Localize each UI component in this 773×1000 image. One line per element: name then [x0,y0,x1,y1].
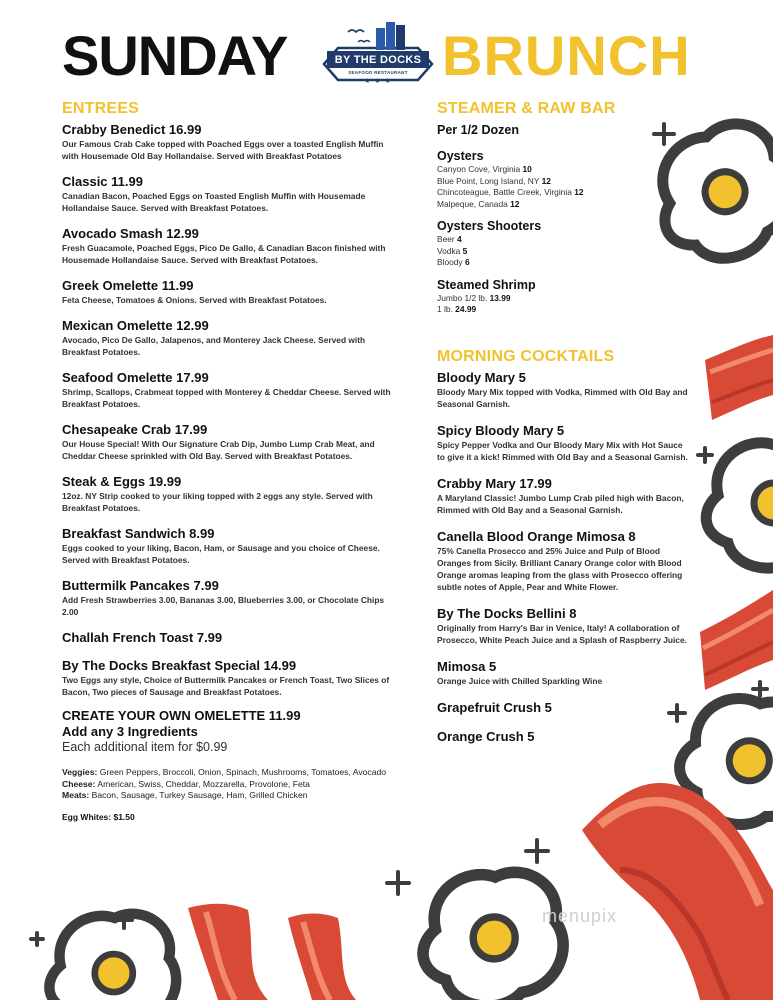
cocktail-item-name: Bloody Mary 5 [437,369,526,385]
bacon-illustration [700,590,773,690]
cocktail-item [437,423,692,463]
entree-item-name: Buttermilk Pancakes 7.99 [62,578,219,593]
raw-bar-line: Chincoteague, Battle Creek, Virginia 12 [437,187,584,197]
entree-item-description: Feta Cheese, Tomatoes & Onions. Served with Breakfast Potatoes. [62,295,327,305]
entree-item-name: Greek Omelette 11.99 [62,278,194,293]
menu-header [0,14,773,94]
entree-item [62,630,397,646]
cocktails-section-title: MORNING COCKTAILS [437,347,615,365]
entree-item [62,226,397,266]
egg-illustration [49,914,176,1000]
raw-bar-group-name: Steamed Shrimp [437,277,536,292]
entree-item-name: Breakfast Sandwich 8.99 [62,526,215,541]
entree-item [62,318,397,358]
entree-item [62,526,397,566]
bacon-illustration [705,335,773,420]
entree-item-description: Two Eggs any style, Choice of Buttermilk Pancakes or French Toast, Two Slices of Bacon, Two pieces of Sausage and Breakfast Potatoes. [62,675,390,697]
raw-bar-line: Blue Point, Long Island, NY 12 [437,175,551,186]
entrees-list [62,122,397,698]
cocktail-item-description: Originally from Harry's Bar in Venice, Italy! A collaboration of Prosecco, White Peach Juice and a Splash of Raspberry Juice. [437,622,687,645]
raw-bar-group-name: Oysters [437,149,484,163]
egg-whites-price: Egg Whites: $1.50 [62,811,135,822]
logo-stars: ★ ★ ★ [364,78,392,85]
cocktail-item-name: Crabby Mary 17.99 [437,475,552,491]
raw-bar-group [437,218,692,269]
raw-bar-list [437,148,692,316]
bacon-illustration [288,914,356,1000]
entree-item-name: Mexican Omelette 12.99 [62,318,209,333]
entree-item-description: Shrimp, Scallops, Crabmeat topped with Monterey & Cheddar Cheese. Served with Breakfast Potatoes. [62,387,391,409]
entree-item-name: Challah French Toast 7.99 [62,630,223,645]
entree-item-description: Our Famous Crab Cake topped with Poached Eggs over a toasted English Muffin with Housemade Old Bay Hollandaise. Served with Breakfast Potatoes [62,139,384,161]
cocktails-list [437,370,692,745]
raw-bar-subtitle: Per 1/2 Dozen [437,123,519,137]
entree-item-description: Avocado, Pico De Gallo, Jalapenos, and Monterey Jack Cheese. Served with Breakfast Potatoes. [62,335,366,357]
cocktail-item-description: Orange Juice with Chilled Sparkling Wine [437,675,603,686]
entree-item-name: By The Docks Breakfast Special 14.99 [62,658,297,673]
cocktail-item-name: By The Docks Bellini 8 [437,605,577,621]
create-omelette-line2: Each additional item for $0.99 [62,740,228,754]
raw-bar-section-title: STEAMER & RAW BAR [437,100,616,117]
cocktail-item [437,729,692,745]
entree-item [62,658,397,698]
ingredients-meats: Meats: Bacon, Sausage, Turkey Sausage, Ham, Grilled Chicken [62,790,308,800]
egg-illustration [423,872,563,1000]
entree-item-description: Our House Special! With Our Signature Crab Dip, Jumbo Lump Crab Meat, and Cheddar Cheese sprinkled with Old Bay. Served with Breakfast Potatoes. [62,439,375,461]
drinks-column [437,100,692,758]
raw-bar-group-name: Oysters Shooters [437,219,542,233]
entree-item-name: Classic 11.99 [62,174,143,189]
raw-bar-line: Malpeque, Canada 12 [437,198,520,209]
cocktail-item [437,476,692,516]
create-omelette [62,708,397,822]
cocktail-item-description: Spicy Pepper Vodka and Our Bloody Mary Mix with Hot Sauce to give it a kick! Rimmed with Old Bay and a Seasonal Garnish. [437,439,688,462]
entree-item-description: Eggs cooked to your liking, Bacon, Ham, or Sausage and you choice of Cheese. Served with Breakfast Potatoes. [62,543,380,565]
entree-item-description: Canadian Bacon, Poached Eggs on Toasted English Muffin with Housemade Hollandaise Sauce. Served with Breakfast Potatoes. [62,191,366,213]
entree-item [62,422,397,462]
cocktail-item [437,529,692,593]
bacon-illustration [188,904,268,1000]
entree-item [62,174,397,214]
cocktail-item-name: Orange Crush 5 [437,728,535,744]
cocktail-item [437,659,692,687]
ingredients-veggies: Veggies: Green Peppers, Broccoli, Onion, Spinach, Mushrooms, Tomatoes, Avocado [62,767,387,777]
entree-item-name: Seafood Omelette 17.99 [62,370,209,385]
entree-item [62,578,397,618]
entree-item-name: Crabby Benedict 16.99 [62,122,202,137]
entrees-section-title: ENTREES [62,100,139,117]
raw-bar-line: Beer 4 [437,234,462,244]
raw-bar-line: 1 lb. 24.99 [437,304,477,314]
cocktail-item-description: A Maryland Classic! Jumbo Lump Crab piled high with Bacon, Rimmed with Old Bay and a Seasonal Garnish. [437,492,684,515]
raw-bar-line: Bloody 6 [437,257,470,267]
raw-bar-group [437,277,692,316]
cocktail-item-name: Spicy Bloody Mary 5 [437,422,565,438]
raw-bar-line: Vodka 5 [437,245,468,256]
logo-name: BY THE DOCKS [334,54,422,66]
create-omelette-title: CREATE YOUR OWN OMELETTE 11.99 [62,708,301,723]
cocktail-item [437,606,692,646]
entree-item-description: 12oz. NY Strip cooked to your liking topped with 2 eggs any style. Served with Breakfast Potatoes. [62,491,373,513]
entree-item-name: Chesapeake Crab 17.99 [62,422,208,437]
cocktail-item [437,700,692,716]
cocktail-item-description: 75% Canella Prosecco and 25% Juice and Pulp of Blood Oranges from Sicily. Brilliant Canary Orange color with Blood Orange aromas leaping from the glass with Prosecco offering subtle notes of Apple, Pear and White Flower. [437,545,683,592]
cocktail-item [437,370,692,410]
entree-item [62,122,397,162]
cocktail-item-name: Mimosa 5 [437,658,497,674]
entree-item-description: Add Fresh Strawberries 3.00, Bananas 3.00, Blueberries 3.00, or Chocolate Chips 2.00 [62,595,385,617]
title-sunday: SUNDAY [62,24,288,87]
entree-item [62,474,397,514]
raw-bar-line: Jumbo 1/2 lb. 13.99 [437,292,511,303]
raw-bar-line: Canyon Cove, Virginia 10 [437,164,532,174]
watermark: menupix [542,906,618,926]
ingredients-cheese: Cheese: American, Swiss, Cheddar, Mozzarella, Provolone, Feta [62,778,310,789]
entree-item [62,278,397,306]
create-omelette-line1: Add any 3 Ingredients [62,724,198,739]
raw-bar-group [437,148,692,210]
egg-illustration [706,441,773,569]
entree-item-name: Steak & Eggs 19.99 [62,474,182,489]
entree-item [62,370,397,410]
entree-item-description: Fresh Guacamole, Poached Eggs, Pico De Gallo, & Canadian Bacon finished with Housemade Hollandaise Sauce. Served with Breakfast Potatoes. [62,243,386,265]
restaurant-logo [318,14,438,94]
logo-subtitle: SEAFOOD RESTAURANT [348,70,408,75]
cocktail-item-description: Bloody Mary Mix topped with Vodka, Rimmed with Old Bay and Seasonal Garnish. [437,386,688,409]
entree-item-name: Avocado Smash 12.99 [62,226,199,241]
title-brunch: BRUNCH [442,24,691,87]
entrees-column [62,100,397,834]
cocktail-item-name: Grapefruit Crush 5 [437,699,552,715]
cocktail-item-name: Canella Blood Orange Mimosa 8 [437,528,636,544]
